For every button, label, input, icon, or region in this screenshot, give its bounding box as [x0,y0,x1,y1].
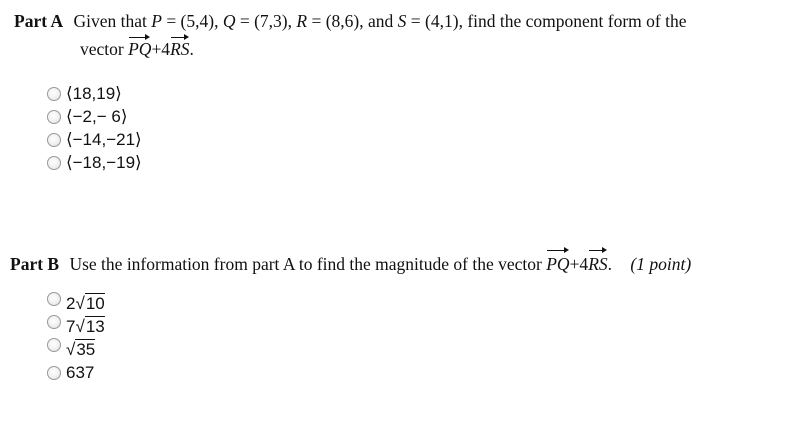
points-label: (1 point) [630,254,692,274]
prompt-end: . [607,254,613,274]
radio-button[interactable] [47,292,61,306]
part-a-choices [47,82,142,174]
part-b-question [10,248,790,278]
prompt-tail: , find the component form of the [458,11,687,31]
choice-text: ⟨−18,−19⟩ [66,152,142,172]
choice-text [66,340,95,360]
and-text: , and [359,11,394,31]
choice-text: ⟨18,19⟩ [66,83,122,103]
radical-sign: √ [66,339,76,359]
part-a-choice-2[interactable] [47,105,142,128]
part-a-choice-4[interactable] [47,151,142,174]
radio-button[interactable] [47,156,61,170]
radio-button[interactable] [47,133,61,147]
point-r-var: R [296,11,308,31]
part-b-choices [47,292,105,384]
radio-button[interactable] [47,315,61,329]
part-b-choice-1[interactable] [47,292,105,315]
coefficient: 7 [66,316,76,336]
point-p-var: P [151,11,162,31]
part-a-prompt: Part A Given that P = (5,4), Q = (7,3), R = (8,6), and S = (4,1), find the component form of the [14,11,687,31]
point-s-var: S [397,11,407,31]
part-b-choice-3[interactable] [47,338,105,361]
radicand: 35 [76,339,96,359]
part-a-choice-1[interactable] [47,82,142,105]
vector-pq: PQ [128,35,151,60]
part-b-label: Part B [10,254,60,274]
radio-button[interactable] [47,87,61,101]
intro-text: Given that [73,11,147,31]
part-b-choice-2[interactable] [47,315,105,338]
vector-word: vector [80,39,124,59]
prompt-end: . [189,39,194,59]
radio-button[interactable] [47,366,61,380]
choice-text [66,294,105,314]
part-b-choice-4[interactable] [47,361,105,384]
radio-button[interactable] [47,338,61,352]
choice-text [66,317,105,337]
radical-sign: √ [75,316,85,336]
choice-text: ⟨−2,− 6⟩ [66,106,128,126]
choice-text [66,363,94,383]
radio-button[interactable] [47,110,61,124]
part-a-label: Part A [14,11,64,31]
coefficient: 2 [66,293,76,313]
coefficient: 637 [66,362,95,382]
radicand: 10 [85,293,105,313]
part-a-question [14,8,794,60]
vector-rs: RS [588,248,607,278]
point-s-value: = (4,1) [406,11,459,31]
part-b-text: Use the information from part A to find the magnitude of the vector [69,254,542,274]
point-p-value: = (5,4) [161,11,215,31]
point-q-value: = (7,3) [235,11,288,31]
point-r-value: = (8,6) [307,11,360,31]
point-q-var: Q [222,11,236,31]
plus-coefficient: +4 [569,254,589,274]
part-a-prompt-line2 [14,35,794,60]
choice-text: ⟨−14,−21⟩ [66,129,142,149]
radical-sign: √ [75,293,85,313]
part-b-prompt [10,248,790,278]
part-a-choice-3[interactable] [47,128,142,151]
vector-pq: PQ [546,248,569,278]
plus-coefficient: +4 [151,39,171,59]
vector-rs: RS [170,35,189,60]
radicand: 13 [85,316,105,336]
